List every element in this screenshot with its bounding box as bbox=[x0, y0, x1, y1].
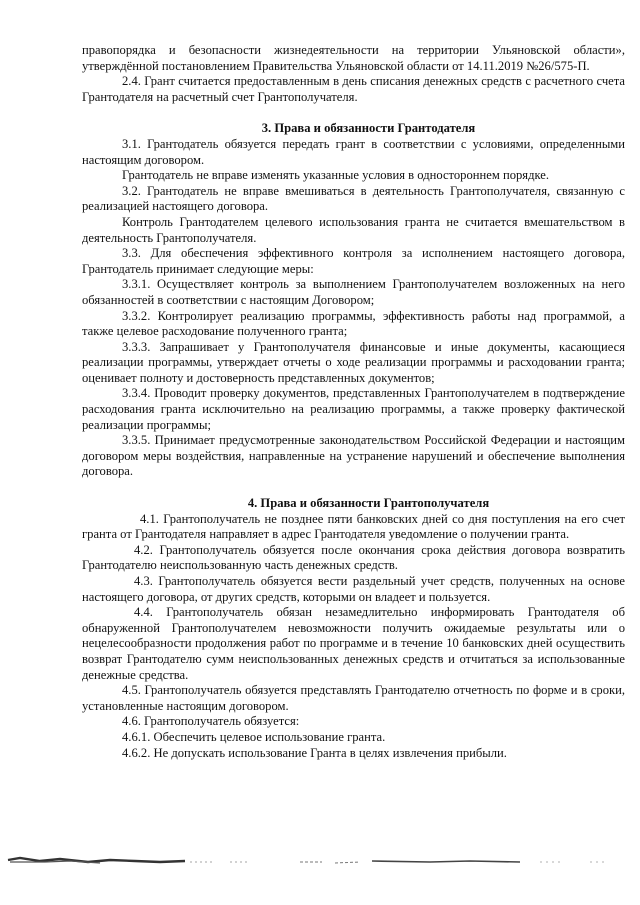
section-3-paragraph: 3.3.5. Принимает предусмотренные законодательством Российской Федерации и настоящим договором меры воздействия, направленные на устранение нарушений и обеспечение выполнения договора. bbox=[82, 433, 625, 479]
section-4-paragraph: 4.3. Грантополучатель обязуется вести раздельный учет средств, полученных на основе настоящего договора, от других средств, которыми он владеет и пользуется. bbox=[82, 574, 625, 604]
document-body bbox=[82, 43, 625, 761]
spacer bbox=[82, 105, 625, 121]
section-3-paragraph: 3.3.3. Запрашивает у Грантополучателя финансовые и иные документы, касающиеся реализации программы, утверждает отчеты о ходе реализации программы и расходовании гранта; оценивает полноту и достоверность представленных документов; bbox=[82, 339, 625, 385]
section-4-paragraph: 4.6.2. Не допускать использование Гранта в целях извлечения прибыли. bbox=[122, 745, 507, 760]
section-4-paragraph: 4.6.1. Обеспечить целевое использование гранта. bbox=[122, 729, 386, 744]
section-4-heading: 4. Права и обязанности Грантополучателя bbox=[247, 496, 490, 511]
section-4-paragraph: 4.5. Грантополучатель обязуется представлять Грантодателю отчетность по форме и в сроки, установленные настоящим договором. bbox=[82, 683, 625, 713]
intro-paragraph-1: правопорядка и безопасности жизнедеятельности на территории Ульяновской области», утверждённой постановлением Правительства Ульяновской области от 14.11.2019 №26/575-П. bbox=[82, 43, 625, 73]
section-3-paragraph: 3.3.2. Контролирует реализацию программы, эффективность работы над программой, а также целевое расходование полученного гранта; bbox=[82, 308, 625, 339]
section-3-paragraph: 3.3. Для обеспечения эффективного контроля за исполнением настоящего договора, Грантодатель принимает следующие меры: bbox=[82, 246, 625, 276]
spacer bbox=[82, 480, 625, 496]
section-3-paragraph: 3.2. Грантодатель не вправе вмешиваться в деятельность Грантополучателя, связанную с реализацией настоящего договора. bbox=[82, 183, 625, 214]
section-4-paragraph: 4.4. Грантополучатель обязан незамедлительно информировать Грантодателя об обнаруженной Грантополучателем невозможности получить ожидаемые результаты или о нецелесообразности продолжения работ по программе и в течение 10 банковских дней осуществить возврат Грантодателю сумм неиспользованных денежных средств и отчитаться за использованные денежные средства. bbox=[82, 605, 625, 682]
section-3-paragraph: Грантодатель не вправе изменять указанные условия в одностороннем порядке. bbox=[122, 168, 550, 183]
section-3-paragraph: 3.3.4. Проводит проверку документов, представленных Грантополучателем в подтверждение расходования гранта исключительно на реализацию программы, а также проверку фактической реализации программы; bbox=[82, 386, 625, 432]
section-4-paragraph: 4.6. Грантополучатель обязуется: bbox=[122, 714, 300, 729]
intro-paragraph-2: 2.4. Грант считается предоставленным в день списания денежных средств с расчетного счета Грантодателя на расчетный счет Грантополучателя. bbox=[82, 74, 625, 104]
section-4-paragraph: 4.1. Грантополучатель не позднее пяти банковских дней со дня поступления на его счет гранта от Грантодателя направляет в адрес Грантодателя уведомление о получении гранта. bbox=[82, 511, 625, 542]
section-4-paragraph: 4.2. Грантополучатель обязуется после окончания срока действия договора возвратить Грантодателю неиспользованную часть денежных средств. bbox=[82, 542, 625, 573]
section-3-heading: 3. Права и обязанности Грантодателя bbox=[261, 121, 476, 136]
section-3-paragraph: 3.3.1. Осуществляет контроль за выполнением Грантополучателем возложенных на него обязанностей в соответствии с настоящим Договором; bbox=[82, 277, 625, 307]
section-3-paragraph: 3.1. Грантодатель обязуется передать грант в соответствии с условиями, определенными настоящим договором. bbox=[82, 136, 625, 167]
scan-artifact bbox=[0, 850, 640, 870]
section-3-paragraph: Контроль Грантодателем целевого использования гранта не считается вмешательством в деятельность Грантополучателя. bbox=[82, 214, 625, 245]
